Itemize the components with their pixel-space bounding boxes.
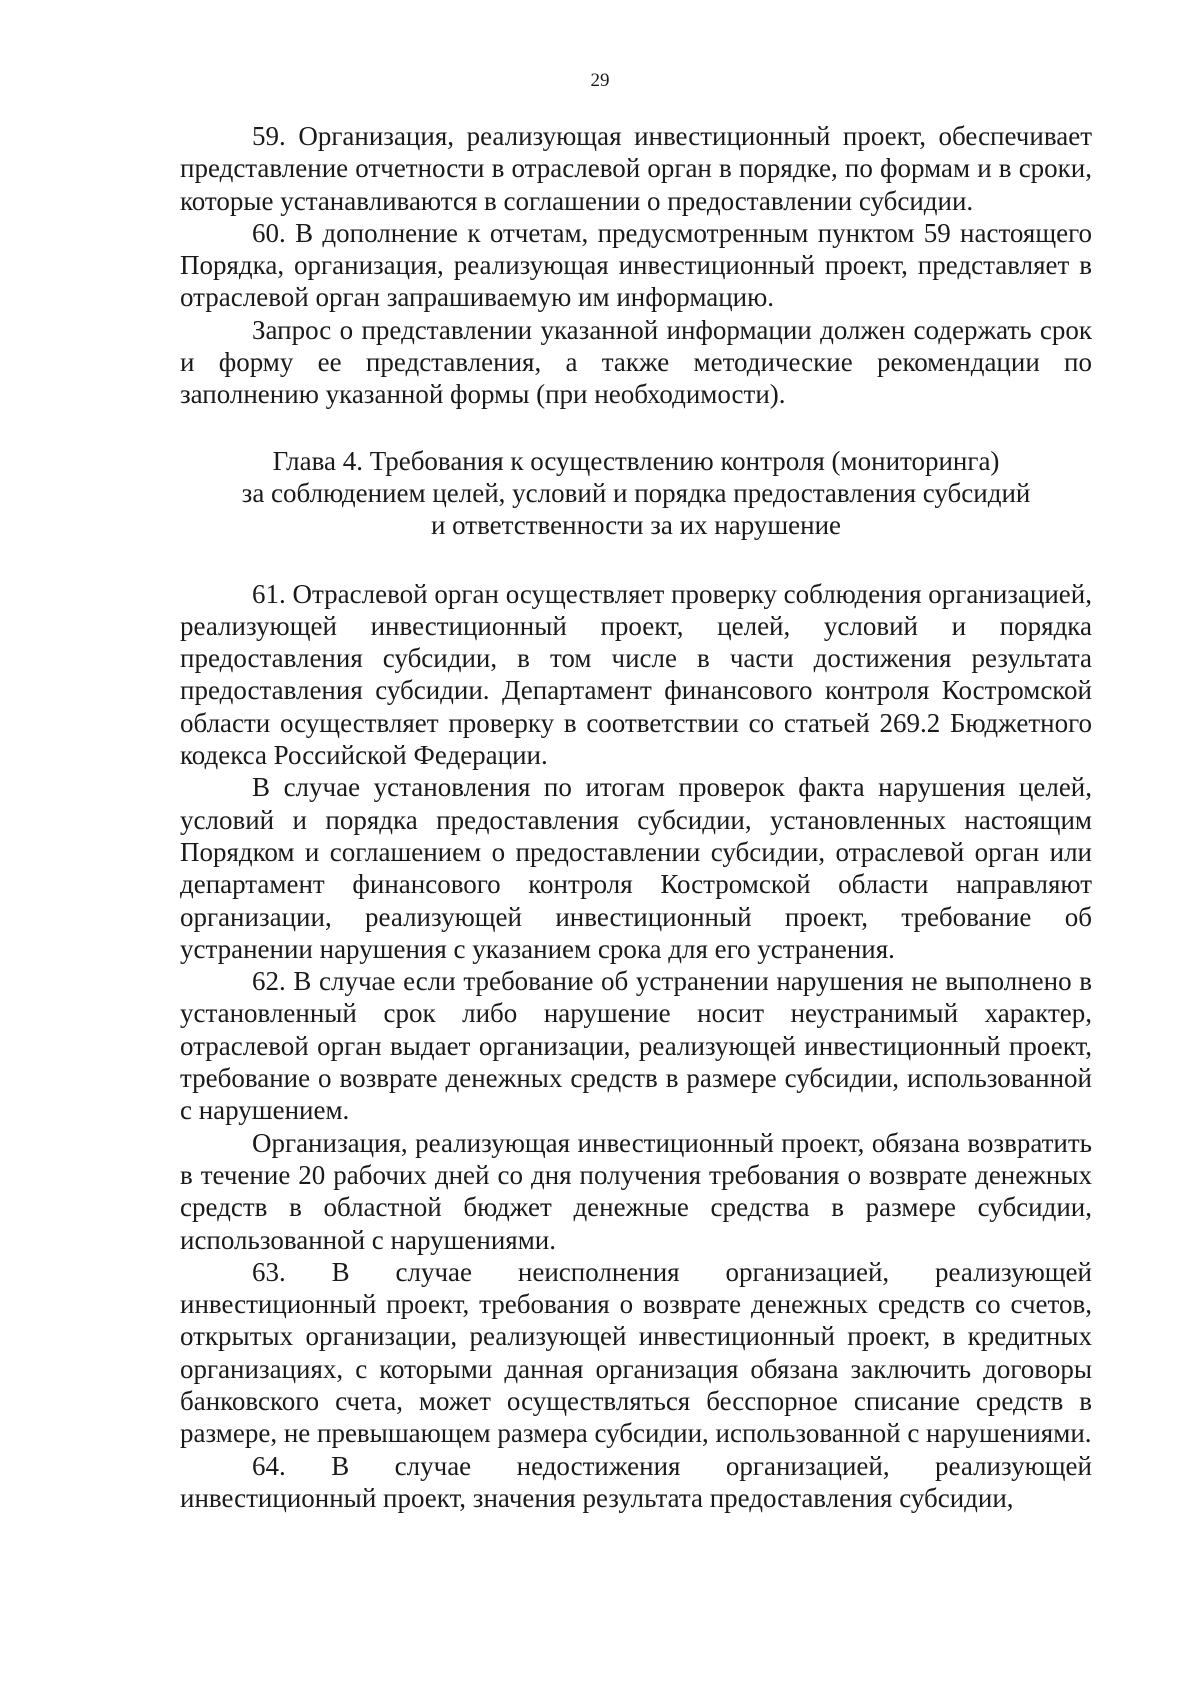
page-number: 29 bbox=[590, 70, 610, 91]
chapter-heading-line-2: за соблюдением целей, условий и порядка предоставления субсидий bbox=[241, 477, 1031, 508]
document-body bbox=[180, 120, 1092, 1514]
paragraph-61-violation: В случае установления по итогам проверок факта нарушения целей, условий и порядка предоставления субсидии, установленных настоящим Порядком и соглашением о предоставлении субсидии, отраслевой орган или департамент финансового контроля Костромской области направляют организации, реализующей инвестиционный проект, требование об устранении нарушения с указанием срока для его устранения. bbox=[180, 772, 1092, 964]
chapter-heading-line-1: Глава 4. Требования к осуществлению контроля (мониторинга) bbox=[272, 445, 1000, 476]
paragraph-60-request: Запрос о представлении указанной информации должен содержать срок и форму ее представления, а также методические рекомендации по заполнению указанной формы (при необходимости). bbox=[180, 314, 1092, 410]
paragraph-61: 61. Отраслевой орган осуществляет проверку соблюдения организацией, реализующей инвестиционный проект, целей, условий и порядка предоставления субсидии, в том числе в части достижения результата предоставления субсидии. Департамент финансового контроля Костромской области осуществляет проверку в соответствии со статьей 269.2 Бюджетного кодекса Российской Федерации. bbox=[180, 578, 1092, 771]
chapter-heading-line-3: и ответственности за их нарушение bbox=[430, 510, 842, 541]
paragraph-62: 62. В случае если требование об устранении нарушения не выполнено в установленный срок либо нарушение носит неустранимый характер, отраслевой орган выдает организации, реализующей инвестиционный проект, требование о возврате денежных средств в размере субсидии, использованной с нарушением. bbox=[180, 966, 1092, 1126]
paragraph-63: 63. В случае неисполнения организацией, реализующей инвестиционный проект, требования о возврате денежных средств со счетов, открытых организации, реализующей инвестиционный проект, в кредитных организациях, с которыми данная организация обязана заключить договоры банковского счета, может осуществляться бесспорное списание средств в размере, не превышающем размера субсидии, использованной с нарушениями. bbox=[180, 1256, 1092, 1449]
chapter-heading bbox=[180, 445, 1092, 542]
paragraph-64: 64. В случае недостижения организацией, реализующей инвестиционный проект, значения результата предоставления субсидии, bbox=[180, 1450, 1092, 1513]
paragraph-60: 60. В дополнение к отчетам, предусмотренным пунктом 59 настоящего Порядка, организация, реализующая инвестиционный проект, представляет в отраслевой орган запрашиваемую им информацию. bbox=[180, 217, 1092, 313]
paragraph-62-return: Организация, реализующая инвестиционный проект, обязана возвратить в течение 20 рабочих дней со дня получения требования о возврате денежных средств в областной бюджет денежные средства в размере субсидии, использованной с нарушениями. bbox=[180, 1127, 1092, 1255]
paragraph-59: 59. Организация, реализующая инвестиционный проект, обеспечивает представление отчетности в отраслевой орган в порядке, по формам и в сроки, которые устанавливаются в соглашении о предоставлении субсидии. bbox=[180, 121, 1092, 216]
